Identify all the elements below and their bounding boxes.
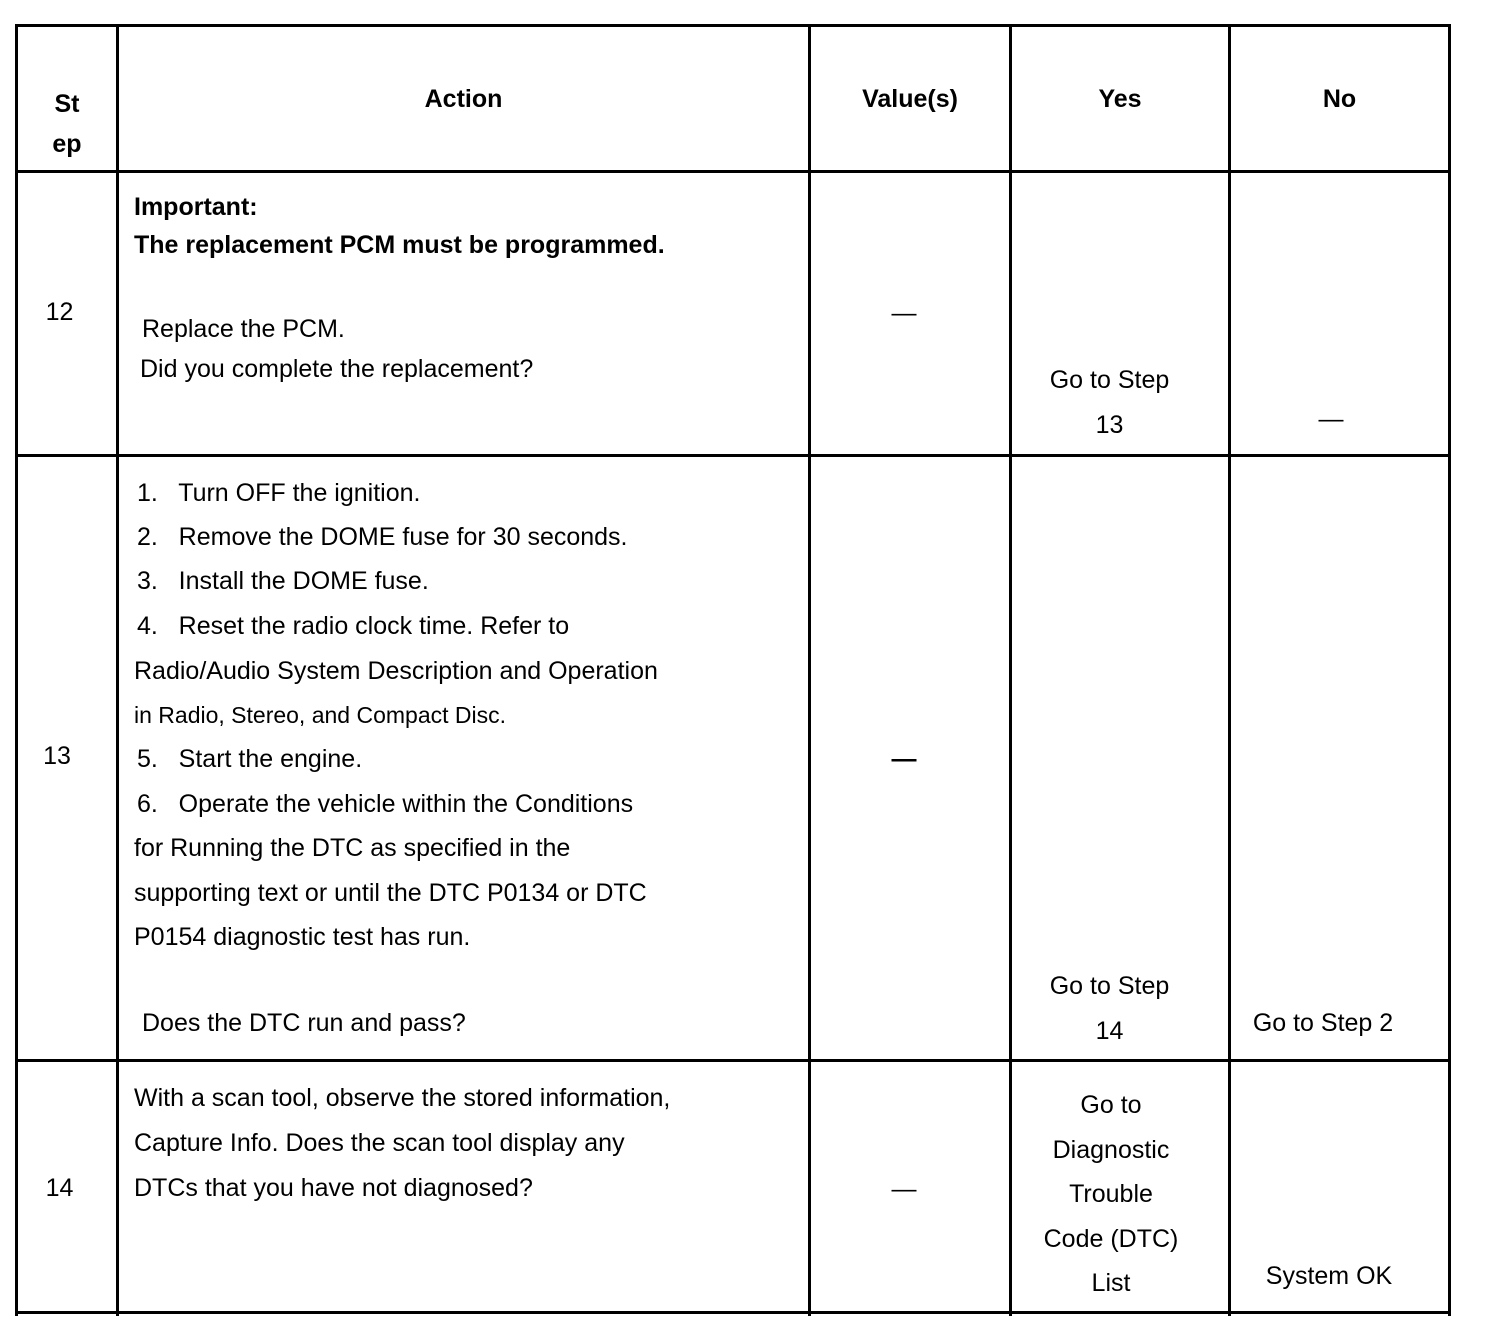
step-number: 12 — [45, 298, 74, 326]
no-cell: — — [1318, 405, 1344, 433]
yes-line1: Go to Step — [1049, 366, 1170, 394]
action-line: for Running the DTC as specified in the — [134, 834, 571, 862]
values-cell: — — [891, 1175, 917, 1203]
row-border-bottom — [15, 1311, 1451, 1314]
action-line: Radio/Audio System Description and Operation — [134, 657, 658, 685]
column-border-right — [1448, 24, 1451, 1316]
header-action: Action — [424, 85, 503, 113]
yes-line: Diagnostic — [1052, 1135, 1170, 1164]
action-line: 2. Remove the DOME fuse for 30 seconds. — [137, 523, 628, 551]
action-line: P0154 diagnostic test has run. — [134, 923, 471, 951]
yes-line: Trouble — [1069, 1180, 1153, 1209]
action-line: With a scan tool, observe the stored information, — [134, 1084, 671, 1112]
yes-line: List — [1091, 1269, 1131, 1298]
yes-line1: Go to Step — [1049, 972, 1170, 1000]
yes-cell — [1012, 358, 1207, 448]
header-values: Value(s) — [862, 85, 958, 113]
yes-cell — [1012, 1083, 1210, 1306]
column-border-step — [116, 24, 119, 1316]
row-border-top — [15, 24, 1451, 27]
row-border-header — [15, 170, 1451, 173]
header-step-line1: St — [54, 90, 80, 118]
action-line: 4. Reset the radio clock time. Refer to — [137, 612, 570, 640]
column-border-action — [808, 24, 811, 1316]
values-cell: — — [891, 299, 917, 327]
no-cell: Go to Step 2 — [1252, 1009, 1394, 1037]
action-line: Replace the PCM. — [142, 315, 345, 343]
column-border-left — [15, 24, 18, 1316]
yes-line: Code (DTC) — [1043, 1224, 1179, 1253]
step-number: 14 — [45, 1174, 74, 1202]
action-line: DTCs that you have not diagnosed? — [134, 1174, 533, 1202]
action-line: Does the DTC run and pass? — [142, 1009, 466, 1037]
no-cell: System OK — [1265, 1262, 1393, 1290]
column-border-yes — [1228, 24, 1231, 1316]
action-line: 6. Operate the vehicle within the Conditions — [137, 790, 634, 818]
yes-cell — [1012, 964, 1207, 1054]
row-border-13 — [15, 1059, 1451, 1062]
yes-line: Go to — [1080, 1091, 1142, 1119]
action-line: in Radio, Stereo, and Compact Disc. — [134, 702, 507, 728]
action-line: 5. Start the engine. — [137, 745, 363, 773]
action-line: supporting text or until the DTC P0134 or DTC — [134, 879, 647, 907]
action-line: Did you complete the replacement? — [140, 355, 534, 383]
important-text: The replacement PCM must be programmed. — [134, 231, 665, 259]
yes-line2: 13 — [1095, 411, 1124, 439]
header-no: No — [1322, 85, 1357, 113]
step-number: 13 — [43, 742, 71, 770]
values-cell: — — [891, 745, 917, 773]
row-border-12 — [15, 454, 1451, 457]
action-line: Capture Info. Does the scan tool display any — [134, 1129, 625, 1157]
action-line: 1. Turn OFF the ignition. — [137, 479, 421, 507]
yes-line2: 14 — [1095, 1017, 1124, 1045]
header-step-line2: ep — [52, 130, 82, 158]
action-line: 3. Install the DOME fuse. — [137, 567, 429, 595]
important-label: Important: — [134, 193, 258, 221]
header-step — [18, 84, 116, 164]
header-yes: Yes — [1098, 85, 1142, 113]
